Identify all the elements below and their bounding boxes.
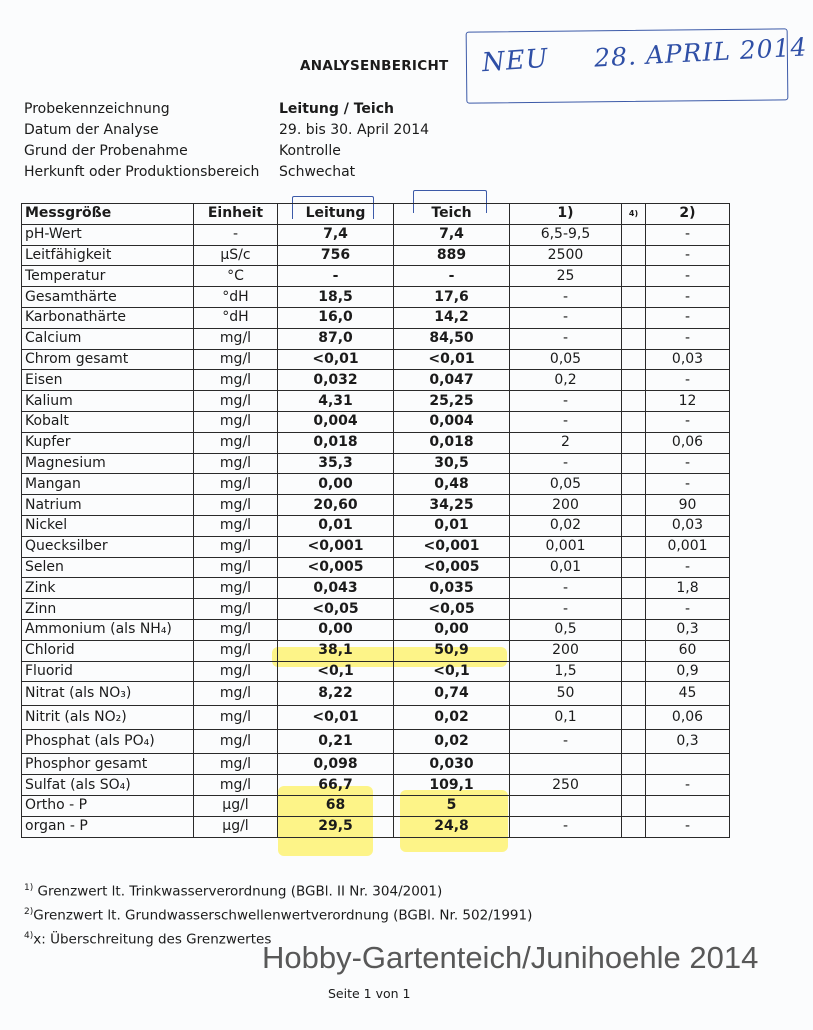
table-row bbox=[22, 682, 730, 706]
leitung-value-cell: 8,22 bbox=[278, 682, 394, 706]
footnote-mark: 2) bbox=[24, 907, 34, 917]
teich-value-cell: <0,05 bbox=[394, 599, 510, 620]
limit-1-cell: 2500 bbox=[510, 245, 622, 266]
limit-1-cell: 200 bbox=[510, 495, 622, 516]
exceedance-cell bbox=[622, 515, 646, 536]
teich-value-cell: 50,9 bbox=[394, 640, 510, 661]
leitung-value-cell: 0,098 bbox=[278, 754, 394, 775]
limit-2-cell: 0,03 bbox=[646, 515, 730, 536]
leitung-value-cell: <0,01 bbox=[278, 349, 394, 370]
unit-cell: mg/l bbox=[194, 515, 278, 536]
table-row bbox=[22, 391, 730, 412]
meta-value: Schwechat bbox=[279, 163, 356, 180]
table-row bbox=[22, 495, 730, 516]
limit-2-cell: 90 bbox=[646, 495, 730, 516]
unit-cell: mg/l bbox=[194, 328, 278, 349]
exceedance-cell bbox=[622, 266, 646, 287]
unit-cell: mg/l bbox=[194, 391, 278, 412]
limit-2-cell: - bbox=[646, 370, 730, 391]
teich-value-cell: 889 bbox=[394, 245, 510, 266]
table-row bbox=[22, 536, 730, 557]
limit-2-cell: - bbox=[646, 599, 730, 620]
table-row bbox=[22, 474, 730, 495]
leitung-value-cell: 16,0 bbox=[278, 307, 394, 328]
limit-1-cell: 1,5 bbox=[510, 661, 622, 682]
unit-cell: mg/l bbox=[194, 730, 278, 754]
exceedance-cell bbox=[622, 287, 646, 308]
teich-value-cell: 30,5 bbox=[394, 453, 510, 474]
meta-value: Leitung / Teich bbox=[279, 100, 394, 117]
table-row bbox=[22, 245, 730, 266]
header-leitung: Leitung bbox=[278, 204, 394, 225]
unit-cell: mg/l bbox=[194, 682, 278, 706]
limit-2-cell: 45 bbox=[646, 682, 730, 706]
limit-1-cell: - bbox=[510, 453, 622, 474]
limit-2-cell: 0,3 bbox=[646, 619, 730, 640]
limit-1-cell: 0,05 bbox=[510, 474, 622, 495]
exceedance-cell bbox=[622, 706, 646, 730]
unit-cell: mg/l bbox=[194, 640, 278, 661]
limit-2-cell: - bbox=[646, 245, 730, 266]
exceedance-cell bbox=[622, 474, 646, 495]
header-unit: Einheit bbox=[194, 204, 278, 225]
teich-value-cell: 5 bbox=[394, 795, 510, 816]
parameter-cell: Temperatur bbox=[22, 266, 194, 287]
parameter-cell: Nitrit (als NO₂) bbox=[22, 706, 194, 730]
teich-value-cell: 0,48 bbox=[394, 474, 510, 495]
teich-value-cell: 0,004 bbox=[394, 411, 510, 432]
limit-2-cell: 0,03 bbox=[646, 349, 730, 370]
limit-2-cell: 60 bbox=[646, 640, 730, 661]
exceedance-cell bbox=[622, 661, 646, 682]
parameter-cell: Chrom gesamt bbox=[22, 349, 194, 370]
leitung-value-cell: 20,60 bbox=[278, 495, 394, 516]
unit-cell: - bbox=[194, 224, 278, 245]
parameter-cell: Kupfer bbox=[22, 432, 194, 453]
parameter-cell: Leitfähigkeit bbox=[22, 245, 194, 266]
leitung-value-cell: 4,31 bbox=[278, 391, 394, 412]
teich-value-cell: 0,00 bbox=[394, 619, 510, 640]
limit-2-cell: - bbox=[646, 224, 730, 245]
unit-cell: mg/l bbox=[194, 578, 278, 599]
exceedance-cell bbox=[622, 370, 646, 391]
parameter-cell: Phosphor gesamt bbox=[22, 754, 194, 775]
limit-2-cell: 0,3 bbox=[646, 730, 730, 754]
limit-1-cell: - bbox=[510, 411, 622, 432]
parameter-cell: Sulfat (als SO₄) bbox=[22, 775, 194, 796]
leitung-value-cell: 18,5 bbox=[278, 287, 394, 308]
limit-1-cell: - bbox=[510, 328, 622, 349]
exceedance-cell bbox=[622, 775, 646, 796]
limit-1-cell: 6,5-9,5 bbox=[510, 224, 622, 245]
leitung-value-cell: 0,21 bbox=[278, 730, 394, 754]
parameter-cell: Ortho - P bbox=[22, 795, 194, 816]
table-row bbox=[22, 287, 730, 308]
limit-1-cell: 50 bbox=[510, 682, 622, 706]
table-row bbox=[22, 411, 730, 432]
parameter-cell: Zink bbox=[22, 578, 194, 599]
table-row bbox=[22, 557, 730, 578]
limit-2-cell bbox=[646, 754, 730, 775]
leitung-value-cell: 66,7 bbox=[278, 775, 394, 796]
parameter-cell: Magnesium bbox=[22, 453, 194, 474]
exceedance-cell bbox=[622, 536, 646, 557]
leitung-value-cell: 0,004 bbox=[278, 411, 394, 432]
limit-1-cell: 200 bbox=[510, 640, 622, 661]
leitung-value-cell: <0,01 bbox=[278, 706, 394, 730]
table-row bbox=[22, 370, 730, 391]
unit-cell: mg/l bbox=[194, 775, 278, 796]
parameter-cell: Karbonathärte bbox=[22, 307, 194, 328]
limit-2-cell: - bbox=[646, 453, 730, 474]
teich-value-cell: <0,01 bbox=[394, 349, 510, 370]
meta-label: Datum der Analyse bbox=[24, 121, 159, 138]
meta-row bbox=[24, 98, 429, 119]
parameter-cell: Zinn bbox=[22, 599, 194, 620]
table-row bbox=[22, 754, 730, 775]
footnote-mark: 4) bbox=[24, 931, 34, 941]
unit-cell: mg/l bbox=[194, 661, 278, 682]
exceedance-cell bbox=[622, 307, 646, 328]
report-title: ANALYSENBERICHT bbox=[300, 58, 449, 74]
unit-cell: mg/l bbox=[194, 619, 278, 640]
limit-1-cell: 0,01 bbox=[510, 557, 622, 578]
limit-1-cell: - bbox=[510, 391, 622, 412]
leitung-value-cell: 0,043 bbox=[278, 578, 394, 599]
footnote-text: x: Überschreitung des Grenzwertes bbox=[33, 931, 272, 948]
limit-1-cell: - bbox=[510, 816, 622, 837]
table-row bbox=[22, 432, 730, 453]
teich-value-cell: 0,035 bbox=[394, 578, 510, 599]
limit-2-cell: 12 bbox=[646, 391, 730, 412]
leitung-value-cell: 0,00 bbox=[278, 619, 394, 640]
parameter-cell: Fluorid bbox=[22, 661, 194, 682]
limit-1-cell: - bbox=[510, 599, 622, 620]
limit-2-cell: 1,8 bbox=[646, 578, 730, 599]
parameter-cell: Mangan bbox=[22, 474, 194, 495]
table-row bbox=[22, 328, 730, 349]
exceedance-cell bbox=[622, 578, 646, 599]
leitung-value-cell: <0,005 bbox=[278, 557, 394, 578]
exceedance-cell bbox=[622, 599, 646, 620]
parameter-cell: Nickel bbox=[22, 515, 194, 536]
limit-1-cell: 0,1 bbox=[510, 706, 622, 730]
footnote bbox=[24, 900, 532, 924]
limit-1-cell: - bbox=[510, 307, 622, 328]
meta-label: Grund der Probenahme bbox=[24, 142, 188, 159]
leitung-value-cell: 7,4 bbox=[278, 224, 394, 245]
teich-value-cell: 14,2 bbox=[394, 307, 510, 328]
table-row bbox=[22, 706, 730, 730]
limit-2-cell: - bbox=[646, 557, 730, 578]
footnote-mark: 1) bbox=[24, 883, 34, 893]
unit-cell: mg/l bbox=[194, 557, 278, 578]
limit-2-cell: - bbox=[646, 307, 730, 328]
limit-2-cell: - bbox=[646, 775, 730, 796]
unit-cell: °dH bbox=[194, 307, 278, 328]
exceedance-cell bbox=[622, 453, 646, 474]
header-limit-1: 1) bbox=[510, 204, 622, 225]
table-row bbox=[22, 816, 730, 837]
parameter-cell: Gesamthärte bbox=[22, 287, 194, 308]
limit-1-cell: 0,05 bbox=[510, 349, 622, 370]
exceedance-cell bbox=[622, 391, 646, 412]
table-row bbox=[22, 599, 730, 620]
limit-1-cell: - bbox=[510, 730, 622, 754]
table-row bbox=[22, 661, 730, 682]
unit-cell: mg/l bbox=[194, 474, 278, 495]
leitung-value-cell: 0,018 bbox=[278, 432, 394, 453]
limit-2-cell: 0,06 bbox=[646, 706, 730, 730]
parameter-cell: Nitrat (als NO₃) bbox=[22, 682, 194, 706]
footnotes bbox=[24, 876, 532, 948]
header-limit-2: 2) bbox=[646, 204, 730, 225]
parameter-cell: Kalium bbox=[22, 391, 194, 412]
teich-value-cell: 7,4 bbox=[394, 224, 510, 245]
leitung-value-cell: 87,0 bbox=[278, 328, 394, 349]
page-number: Seite 1 von 1 bbox=[328, 986, 411, 1001]
leitung-value-cell: 0,00 bbox=[278, 474, 394, 495]
teich-value-cell: - bbox=[394, 266, 510, 287]
limit-1-cell: - bbox=[510, 578, 622, 599]
parameter-cell: Natrium bbox=[22, 495, 194, 516]
unit-cell: mg/l bbox=[194, 706, 278, 730]
table-row bbox=[22, 775, 730, 796]
header-teich: Teich bbox=[394, 204, 510, 225]
limit-1-cell: 0,2 bbox=[510, 370, 622, 391]
exceedance-cell bbox=[622, 754, 646, 775]
unit-cell: µg/l bbox=[194, 816, 278, 837]
unit-cell: mg/l bbox=[194, 754, 278, 775]
exceedance-cell bbox=[622, 557, 646, 578]
table-row bbox=[22, 349, 730, 370]
leitung-value-cell: 756 bbox=[278, 245, 394, 266]
footnote-text: Grenzwert lt. Trinkwasserverordnung (BGBl. II Nr. 304/2001) bbox=[33, 883, 443, 900]
teich-value-cell: <0,001 bbox=[394, 536, 510, 557]
limit-2-cell: - bbox=[646, 266, 730, 287]
unit-cell: mg/l bbox=[194, 495, 278, 516]
teich-value-cell: 24,8 bbox=[394, 816, 510, 837]
parameter-cell: pH-Wert bbox=[22, 224, 194, 245]
teich-value-cell: 34,25 bbox=[394, 495, 510, 516]
limit-1-cell: - bbox=[510, 287, 622, 308]
teich-value-cell: 84,50 bbox=[394, 328, 510, 349]
teich-value-cell: <0,1 bbox=[394, 661, 510, 682]
exceedance-cell bbox=[622, 224, 646, 245]
meta-value: Kontrolle bbox=[279, 142, 341, 159]
leitung-value-cell: 0,01 bbox=[278, 515, 394, 536]
meta-label: Herkunft oder Produktionsbereich bbox=[24, 163, 260, 180]
parameter-cell: organ - P bbox=[22, 816, 194, 837]
leitung-value-cell: 35,3 bbox=[278, 453, 394, 474]
unit-cell: mg/l bbox=[194, 536, 278, 557]
unit-cell: mg/l bbox=[194, 349, 278, 370]
parameter-cell: Calcium bbox=[22, 328, 194, 349]
exceedance-cell bbox=[622, 411, 646, 432]
leitung-value-cell: - bbox=[278, 266, 394, 287]
limit-2-cell: - bbox=[646, 816, 730, 837]
leitung-value-cell: 38,1 bbox=[278, 640, 394, 661]
header-exceedance: 4) bbox=[622, 204, 646, 225]
exceedance-cell bbox=[622, 619, 646, 640]
teich-value-cell: 17,6 bbox=[394, 287, 510, 308]
limit-2-cell: - bbox=[646, 474, 730, 495]
limit-2-cell: - bbox=[646, 328, 730, 349]
parameter-cell: Chlorid bbox=[22, 640, 194, 661]
exceedance-cell bbox=[622, 495, 646, 516]
table-row bbox=[22, 619, 730, 640]
limit-1-cell bbox=[510, 754, 622, 775]
leitung-value-cell: <0,05 bbox=[278, 599, 394, 620]
unit-cell: mg/l bbox=[194, 370, 278, 391]
sample-metadata bbox=[24, 98, 429, 182]
teich-value-cell: 0,030 bbox=[394, 754, 510, 775]
teich-value-cell: 109,1 bbox=[394, 775, 510, 796]
exceedance-cell bbox=[622, 432, 646, 453]
limit-1-cell bbox=[510, 795, 622, 816]
results-table bbox=[21, 203, 730, 838]
teich-value-cell: 0,01 bbox=[394, 515, 510, 536]
leitung-value-cell: 29,5 bbox=[278, 816, 394, 837]
parameter-cell: Ammonium (als NH₄) bbox=[22, 619, 194, 640]
footnote bbox=[24, 876, 532, 900]
unit-cell: °dH bbox=[194, 287, 278, 308]
limit-1-cell: 0,001 bbox=[510, 536, 622, 557]
limit-1-cell: 25 bbox=[510, 266, 622, 287]
handwritten-note: NEU bbox=[481, 43, 550, 79]
exceedance-cell bbox=[622, 682, 646, 706]
limit-1-cell: 250 bbox=[510, 775, 622, 796]
leitung-value-cell: 0,032 bbox=[278, 370, 394, 391]
teich-value-cell: 0,047 bbox=[394, 370, 510, 391]
table-row bbox=[22, 453, 730, 474]
limit-1-cell: 0,02 bbox=[510, 515, 622, 536]
teich-value-cell: 0,02 bbox=[394, 706, 510, 730]
table-row bbox=[22, 224, 730, 245]
unit-cell: mg/l bbox=[194, 453, 278, 474]
handwritten-date: 28. APRIL 2014 bbox=[593, 32, 809, 73]
table-row bbox=[22, 266, 730, 287]
teich-value-cell: 25,25 bbox=[394, 391, 510, 412]
exceedance-cell bbox=[622, 816, 646, 837]
leitung-value-cell: <0,1 bbox=[278, 661, 394, 682]
watermark: Hobby-Gartenteich/Junihoehle 2014 bbox=[262, 940, 759, 975]
limit-2-cell bbox=[646, 795, 730, 816]
exceedance-cell bbox=[622, 328, 646, 349]
exceedance-cell bbox=[622, 640, 646, 661]
exceedance-cell bbox=[622, 349, 646, 370]
limit-2-cell: - bbox=[646, 287, 730, 308]
exceedance-cell bbox=[622, 795, 646, 816]
parameter-cell: Kobalt bbox=[22, 411, 194, 432]
table-row bbox=[22, 640, 730, 661]
teich-value-cell: 0,018 bbox=[394, 432, 510, 453]
table-row bbox=[22, 307, 730, 328]
leitung-value-cell: <0,001 bbox=[278, 536, 394, 557]
unit-cell: mg/l bbox=[194, 411, 278, 432]
unit-cell: mg/l bbox=[194, 432, 278, 453]
exceedance-cell bbox=[622, 730, 646, 754]
meta-row bbox=[24, 119, 429, 140]
limit-1-cell: 2 bbox=[510, 432, 622, 453]
teich-value-cell: 0,02 bbox=[394, 730, 510, 754]
parameter-cell: Selen bbox=[22, 557, 194, 578]
meta-row bbox=[24, 161, 429, 182]
unit-cell: µg/l bbox=[194, 795, 278, 816]
parameter-cell: Eisen bbox=[22, 370, 194, 391]
meta-label: Probekennzeichnung bbox=[24, 100, 170, 117]
leitung-value-cell: 68 bbox=[278, 795, 394, 816]
unit-cell: mg/l bbox=[194, 599, 278, 620]
limit-1-cell: 0,5 bbox=[510, 619, 622, 640]
parameter-cell: Phosphat (als PO₄) bbox=[22, 730, 194, 754]
table-row bbox=[22, 730, 730, 754]
table-row bbox=[22, 515, 730, 536]
meta-row bbox=[24, 140, 429, 161]
limit-2-cell: 0,001 bbox=[646, 536, 730, 557]
teich-value-cell: <0,005 bbox=[394, 557, 510, 578]
limit-2-cell: 0,06 bbox=[646, 432, 730, 453]
table-row bbox=[22, 578, 730, 599]
meta-value: 29. bis 30. April 2014 bbox=[279, 121, 430, 138]
table-header-row bbox=[22, 204, 730, 225]
limit-2-cell: 0,9 bbox=[646, 661, 730, 682]
header-parameter: Messgröße bbox=[22, 204, 194, 225]
footnote-text: Grenzwert lt. Grundwasserschwellenwertverordnung (BGBl. Nr. 502/1991) bbox=[33, 907, 533, 924]
unit-cell: °C bbox=[194, 266, 278, 287]
exceedance-cell bbox=[622, 245, 646, 266]
unit-cell: µS/c bbox=[194, 245, 278, 266]
table-row bbox=[22, 795, 730, 816]
parameter-cell: Quecksilber bbox=[22, 536, 194, 557]
teich-value-cell: 0,74 bbox=[394, 682, 510, 706]
limit-2-cell: - bbox=[646, 411, 730, 432]
